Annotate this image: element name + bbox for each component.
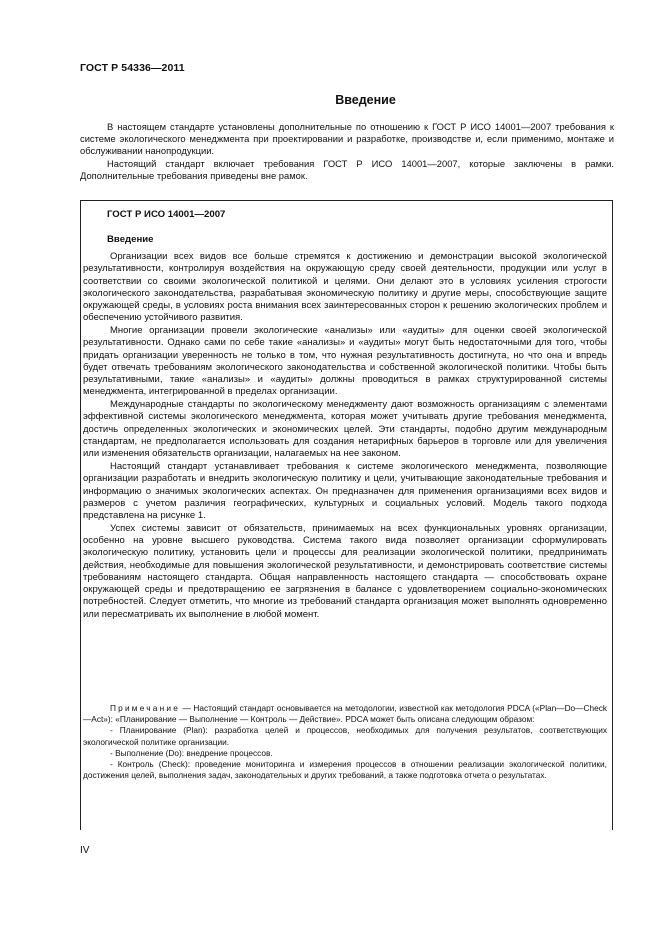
frame-paragraph: Успех системы зависит от обязательств, принимаемых на всех функциональных уровнях организации, особенно на уровне высшего руководства. Система такого вида позволяет организации сформулировать экологическую политику, установить цели и процессы для реализации экологической политики, предпринимать действия, необходимые для повышения экологической результативности, и демонстрировать соответствие системы требованиям настоящего стандарта. Общая направленность настоящего стандарта — способствовать охране окружающей среды и предотвращению ее загрязнения в балансе с удовлетворением социально-экономических потребностей. Следует отметить, что многие из требований стандарта организация может выполнять одновременно или пересматривать их выполнение в любой момент. — [83, 522, 607, 620]
frame-paragraph: Многие организации провели экологические «анализы» или «аудиты» для оценки своей экологической результативности. Однако сами по себе такие «анализы» и «аудиты» могут быть недостаточными для того, чтобы придать организации уверенность не только в том, что нужная результативность достигнута, но что она и впредь будет отвечать требованиям экологического законодательства и собственной экологической политики. Чтобы быть результативными, такие «анализы» и «аудиты» должны проводиться в рамках структурированной системы менеджмента, интегрированной в пределах организации. — [83, 325, 607, 398]
intro-text — [80, 121, 614, 182]
note-label: Примечание — [110, 703, 181, 713]
frame-paragraph: Международные стандарты по экологическому менеджменту дают возможность организациям с элементами эффективной системы экологического менеджмента, которая может учитывать другие требования менеджмента, достичь определенных экологических и экономических целей. Эти стандарты, подобно другим международным стандартам, не предполагается использовать для создания нетарифных барьеров в торговле или для увеличения или изменения обязательств организации, налагаемых на нее законом. — [83, 399, 607, 460]
section-title: Введение — [335, 93, 396, 107]
note-list-item: - Планирование (Plan): разработка целей и процессов, необходимых для получения результатов, соответствующих экологической политике организации. — [83, 725, 607, 747]
note-paragraph — [83, 703, 607, 725]
note-block — [83, 703, 607, 781]
frame-title: Введение — [107, 234, 154, 245]
page-number: IV — [80, 845, 90, 856]
intro-paragraph: Настоящий стандарт включает требования ГОСТ Р ИСО 14001—2007, которые заключены в рамки. Дополнительные требования приведены вне рамок. — [80, 157, 614, 181]
note-text: — Настоящий стандарт основывается на методологии, известной как методология PDCA («Plan—Do—Check—Act»): «Планирование — Выполнение — Контроль — Действие». PDCA может быть описана следующим образом: — [83, 703, 607, 725]
note-list-item: - Контроль (Check): проведение мониторинга и измерения процессов в отношении реализации экологической политики, достижения целей, выполнения задач, законодательных и других требований, а также подготовка отчета о результатах. — [83, 759, 607, 781]
document-header: ГОСТ Р 54336—2011 — [80, 62, 185, 74]
frame-body — [83, 251, 607, 621]
frame-header: ГОСТ Р ИСО 14001—2007 — [107, 209, 226, 220]
note-list-item: - Выполнение (Do): внедрение процессов. — [110, 747, 273, 758]
frame-paragraph: Настоящий стандарт устанавливает требования к системе экологического менеджмента, позволяющие организации разработать и внедрить экологическую политику и цели, учитывающие законодательные требования и информацию о значимых экологических аспектах. Он предназначен для применения организациями всех видов и размеров с учетом различия географических, культурных и социальных условий. Модель такого подхода представлена на рисунке 1. — [83, 461, 607, 522]
frame-paragraph: Организации всех видов все больше стремятся к достижению и демонстрации высокой экологической результативности, контролируя воздействия на окружающую среду своей деятельности, продукции или услуг в соответствии со своими экологической политикой и целями. Они делают это в условиях усиления строгости экологического законодательства, разрабатывая экономическую политику и другие меры, способствующие защите окружающей среды, в условиях роста внимания всех заинтересованных сторон к решению экологических проблем и обеспечению устойчивого развития. — [83, 251, 607, 324]
intro-paragraph: В настоящем стандарте установлены дополнительные по отношению к ГОСТ Р ИСО 14001—2007 требования к системе экологического менеджмента при проектировании и разработке, производстве и, если применимо, монтаже и обслуживании нанопродукции. — [80, 121, 614, 157]
